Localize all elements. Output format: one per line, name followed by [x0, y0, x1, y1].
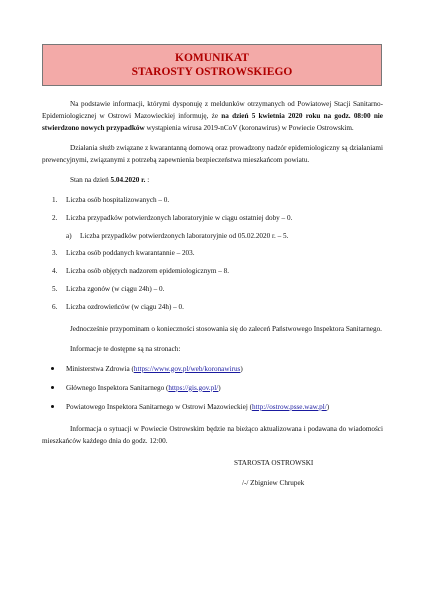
intro-bold-text: na dzień 5 kwietnia 2020 roku na godz. 08:00 nie stwierdzono nowych przypadków [42, 112, 383, 132]
sources-heading: Informacje te dostępne są na stronach: [70, 344, 181, 353]
intro-text-end: wystąpienia wirusa 2019-nCoV (koronawirus) w Powiecie Ostrowskim. [144, 124, 354, 132]
intro-text: Na podstawie informacji, którymi dysponuję z meldunków otrzymanych od Powiatowej Stacji Sanitarno-Epidemiologicznej w Ostrowi Mazowieckiej informuję, że [42, 100, 383, 120]
link-gis[interactable]: https://gis.gov.pl/ [168, 383, 219, 392]
announcement-header [42, 44, 382, 86]
list-item: Ministerstwa Zdrowia (https://www.gov.pl/web/koronawirus) [42, 363, 383, 375]
list-item: 3. Liczba osób poddanych kwarantannie – 203. [52, 249, 195, 258]
status-date-line [42, 174, 383, 186]
list-item: 4. Liczba osób objętych nadzorem epidemiologicznym – 8. [52, 267, 230, 276]
list-item: 2. Liczba przypadków potwierdzonych laboratoryjnie w ciągu ostatniej doby – 0. [52, 213, 293, 222]
statistics-list-continued [42, 247, 383, 312]
link-psse-ostrow[interactable]: http://ostrow.psse.waw.pl/ [252, 402, 327, 411]
sub-list-item: a) Liczba przypadków potwierdzonych laboratoryjnie od 05.02.2020 r. – 5. [66, 231, 289, 240]
list-item: Głównego Inspektora Sanitarnego (https://gis.gov.pl/) [42, 382, 383, 394]
list-item: Powiatowego Inspektora Sanitarnego w Ostrowi Mazowieckiej (http://ostrow.psse.waw.pl/) [42, 401, 383, 413]
bullet-icon [51, 405, 54, 408]
reminder-paragraph: Jednocześnie przypominam o konieczności stosowania się do zaleceń Państwowego Inspektora Sanitarnego. [70, 324, 382, 333]
list-item: 5. Liczba zgonów (w ciągu 24h) – 0. [52, 284, 165, 293]
closing-paragraph: Informacja o sytuacji w Powiecie Ostrowskim będzie na bieżąco aktualizowana i podawana do wiadomości mieszkańców każdego dnia do godz. 12:00. [42, 424, 383, 445]
status-date-suffix: : [145, 176, 150, 184]
bullet-icon [51, 386, 54, 389]
sources-list [42, 363, 383, 413]
signature-name: /-/ Zbigniew Chrupek [242, 478, 305, 487]
status-date: 5.04.2020 r. [110, 176, 146, 184]
link-ministry-health[interactable]: https://www.gov.pl/web/koronawirus [133, 364, 241, 373]
list-item: 6. Liczba ozdrowieńców (w ciągu 24h) – 0. [52, 302, 184, 311]
statistics-list [42, 194, 383, 224]
status-date-prefix: Stan na dzień [70, 176, 111, 184]
intro-paragraph [42, 98, 383, 134]
header-subtitle: STAROSTY OSTROWSKIEGO [131, 66, 293, 78]
actions-paragraph: Działania służb związane z kwarantanną domową oraz prowadzony nadzór epidemiologiczny są działaniami prewencyjnymi, związanymi z potrzebą zapewnienia bezpieczeństwa mieszkańcom powiatu. [42, 144, 383, 164]
document-body [42, 98, 383, 489]
list-item: 1. Liczba osób hospitalizowanych – 0. [52, 196, 170, 204]
header-title: KOMUNIKAT [175, 52, 249, 64]
bullet-icon [51, 367, 54, 370]
signature-title: STAROSTA OSTROWSKI [234, 458, 314, 467]
